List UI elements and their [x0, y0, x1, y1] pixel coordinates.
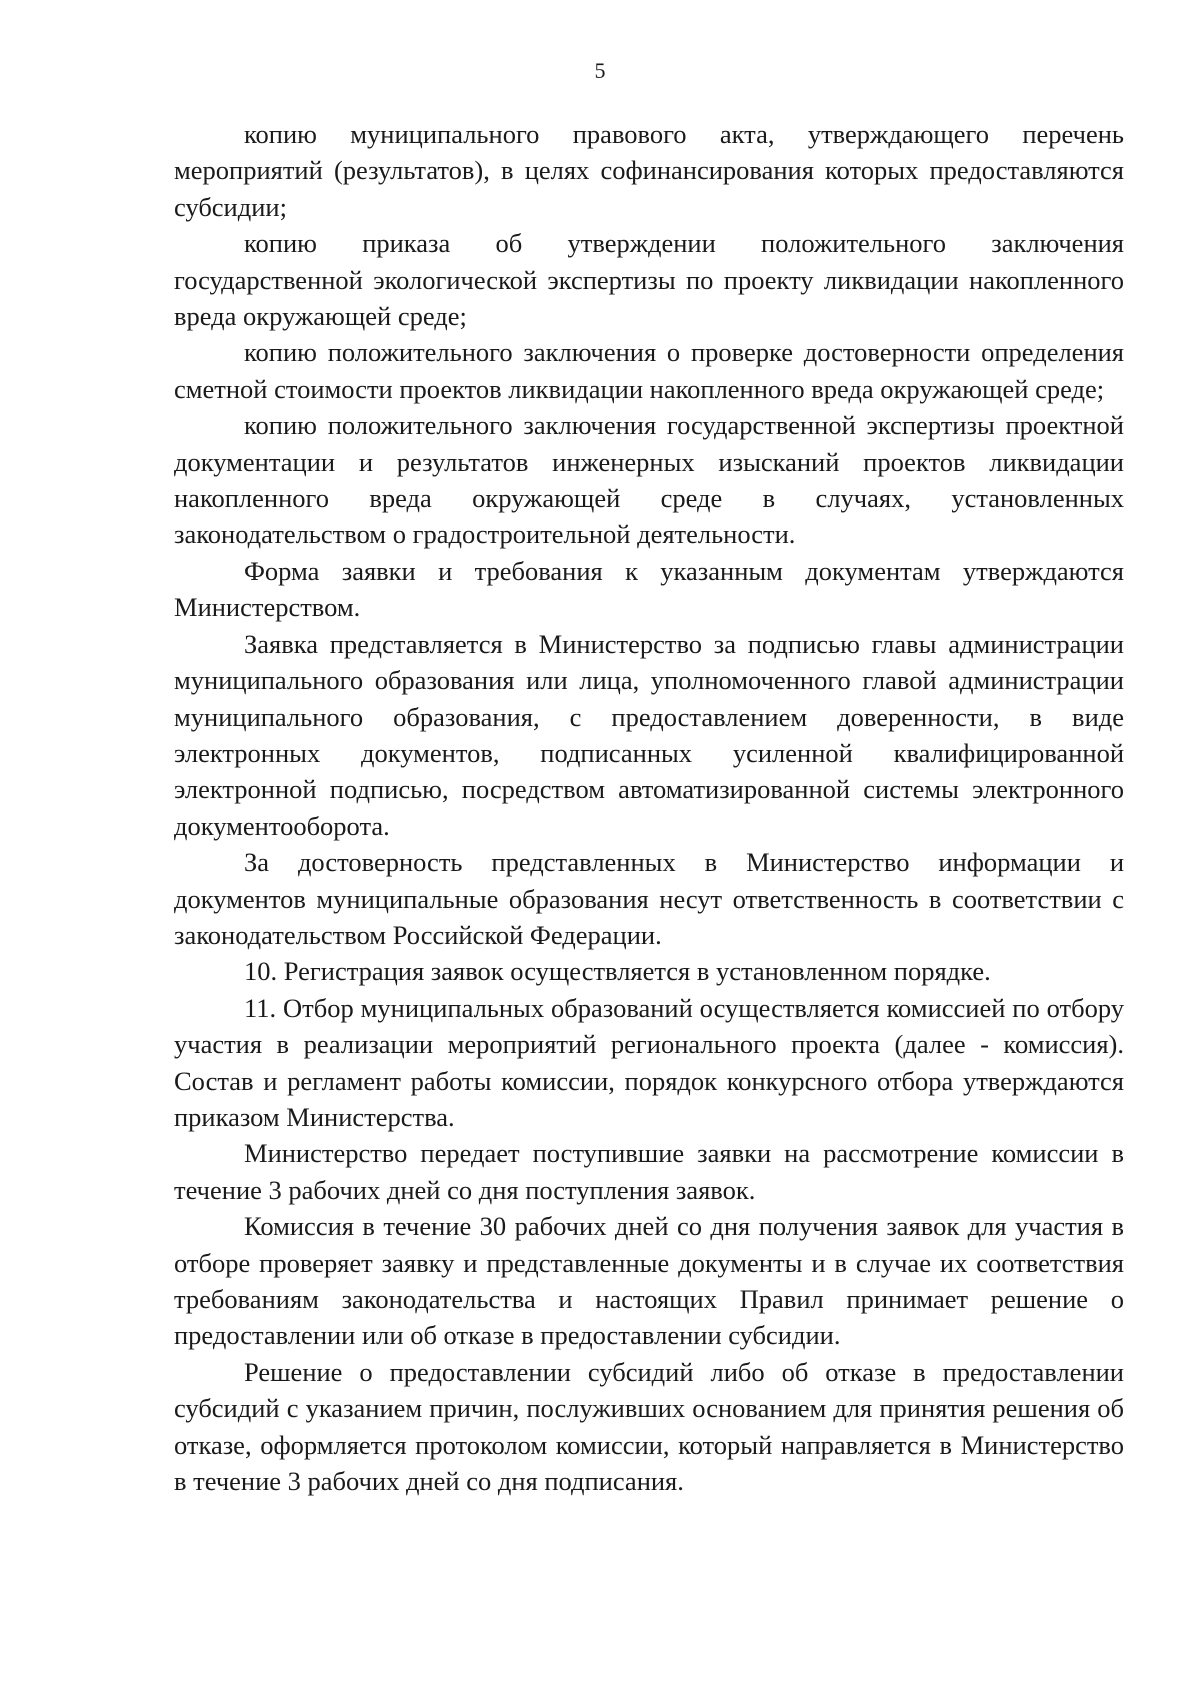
paragraph-item-11-selection: 11. Отбор муниципальных образований осуществляется комиссией по отбору участия в реализации мероприятий регионального проекта (далее - комиссия). Состав и регламент работы комиссии, порядок конкурсного отбора утверждаются приказом Министерства. [174, 992, 1124, 1132]
paragraph-commission-review: Комиссия в течение 30 рабочих дней со дня получения заявок для участия в отборе проверяет заявку и представленные документы и в случае их соответствия требованиям законодательства и настоящих Правил принимает решение о предоставлении или об отказе в предоставлении субсидии. [174, 1211, 1124, 1351]
paragraph-cost-verification-copy: копию положительного заключения о проверке достоверности определения сметной стоимости проектов ликвидации накопленного вреда окружающей среде; [174, 337, 1124, 404]
paragraph-ministry-transfer: Министерство передает поступившие заявки на рассмотрение комиссии в течение 3 рабочих дней со дня поступления заявок. [174, 1138, 1124, 1205]
document-body [174, 116, 1124, 1499]
paragraph-decision-protocol: Решение о предоставлении субсидий либо об отказе в предоставлении субсидий с указанием причин, послуживших основанием для принятия решения об отказе, оформляется протоколом комиссии, который направляется в Министерство в течение 3 рабочих дней со дня подписания. [174, 1356, 1124, 1497]
paragraph-responsibility: За достоверность представленных в Министерство информации и документов муниципальные образования несут ответственность в соответствии с законодательством Российской Федерации. [174, 847, 1124, 950]
paragraph-application-submission: Заявка представляется в Министерство за подписью главы администрации муниципального образования или лица, уполномоченного главой администрации муниципального образования, с предоставлением доверенности, в виде электронных документов, подписанных усиленной квалифицированной электронной подписью, посредством автоматизированной системы электронного документооборота. [174, 628, 1124, 841]
page-number: 5 [594, 58, 606, 83]
paragraph-item-10-registration: 10. Регистрация заявок осуществляется в установленном порядке. [244, 956, 991, 987]
paragraph-state-expertise-copy: копию положительного заключения государственной экспертизы проектной документации и результатов инженерных изысканий проектов ликвидации накопленного вреда окружающей среде в случаях, установленных законодательством о градостроительной деятельности. [174, 410, 1124, 550]
paragraph-ecological-expertise-copy: копию приказа об утверждении положительного заключения государственной экологической экспертизы по проекту ликвидации накопленного вреда окружающей среде; [174, 228, 1124, 332]
paragraph-application-form: Форма заявки и требования к указанным документам утверждаются Министерством. [174, 555, 1124, 623]
paragraph-municipal-act-copy: копию муниципального правового акта, утверждающего перечень мероприятий (результатов), в целях софинансирования которых предоставляются субсидии; [174, 119, 1124, 222]
